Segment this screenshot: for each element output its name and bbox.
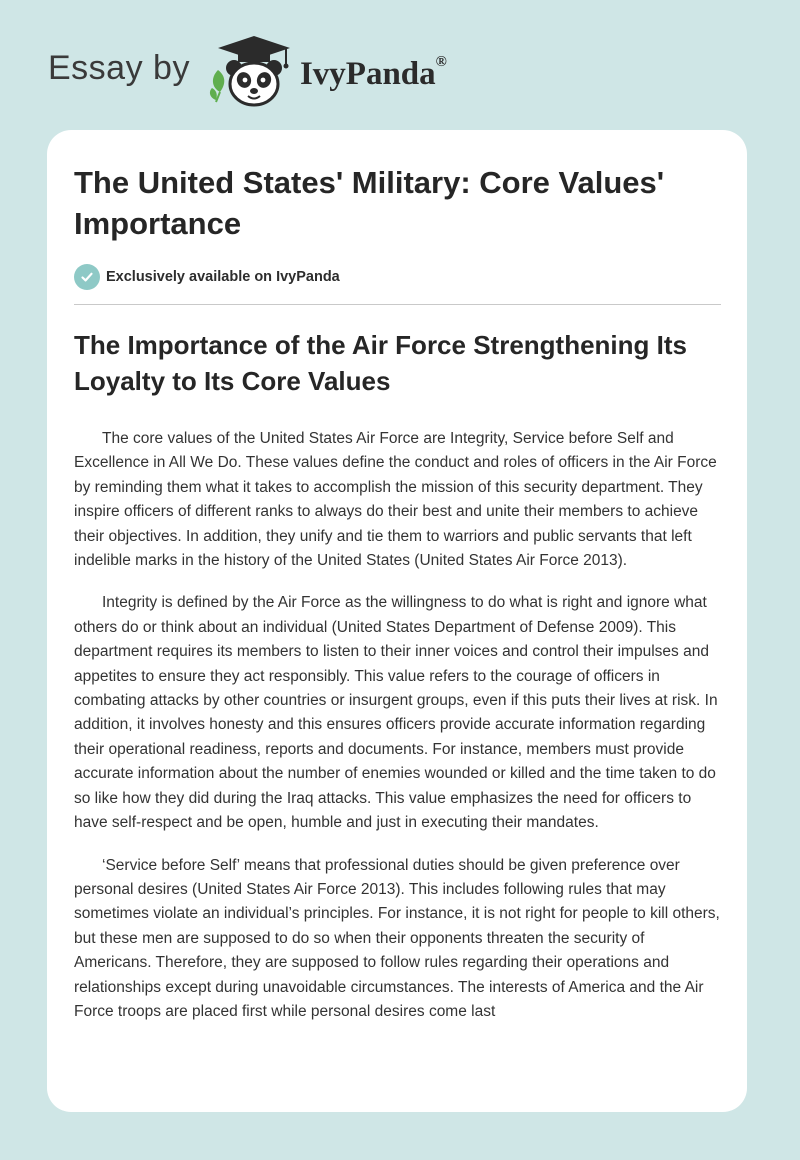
paragraph: Integrity is defined by the Air Force as the willingness to do what is right and ignore what others do or think about an individual (United States Department of Defense 2009). This department requires its members to listen to their inner voices and control their impulses and appetites to ensure they act responsibly. This value refers to the courage of officers in combating attacks by other countries or insurgent groups, even if this puts their lives at risk. In addition, it involves honesty and this ensures officers provide accurate information regarding their operational readiness, reports and documents. For instance, members must provide accurate information about the number of enemies wounded or killed and the time taken to do so like how they did during the Iraq attacks. This value emphasizes the need for officers to have self-respect and be open, humble and just in executing their mandates. (74, 594, 718, 832)
paragraph: ‘Service before Self’ means that professional duties should be given preference over personal desires (United States Air Force 2013). This includes following rules that may sometimes violate an individual’s principles. For instance, it is not right for people to kill others, but these men are supposed to do so when their opponents threaten the security of Americans. Therefore, they are supposed to follow rules regarding their operations and relationships except during unavoidable circumstances. The interests of America and the Air Force troops are placed first while personal desires come last (74, 856, 720, 1020)
essay-card (47, 130, 747, 1112)
brand-name[interactable] (299, 53, 447, 93)
essay-body (74, 427, 721, 1024)
exclusive-badge-label: Exclusively available on IvyPanda (106, 269, 340, 285)
brand-text: IvyPanda (299, 55, 436, 92)
paragraph: The core values of the United States Air Force are Integrity, Service before Self and Excellence in All We Do. These values define the conduct and roles of officers in the Air Force by reminding them what it takes to accomplish the mission of this security department. They inspire officers of different ranks to always do their best and unite their members to achieve their objectives. In addition, they unify and tie them to warriors and public servants that left indelible marks in the history of the United States (United States Air Force 2013). (74, 430, 717, 570)
exclusive-badge (74, 264, 721, 290)
site-header (48, 30, 447, 110)
check-icon (74, 264, 100, 290)
essay-by-label: Essay by (48, 48, 190, 87)
section-title: The Importance of the Air Force Strengthening Its Loyalty to Its Core Values (74, 330, 687, 396)
page-title: The United States' Military: Core Values' Importance (74, 165, 665, 241)
registered-mark: ® (435, 53, 447, 70)
panda-logo-icon[interactable] (204, 30, 296, 110)
divider (74, 304, 721, 305)
